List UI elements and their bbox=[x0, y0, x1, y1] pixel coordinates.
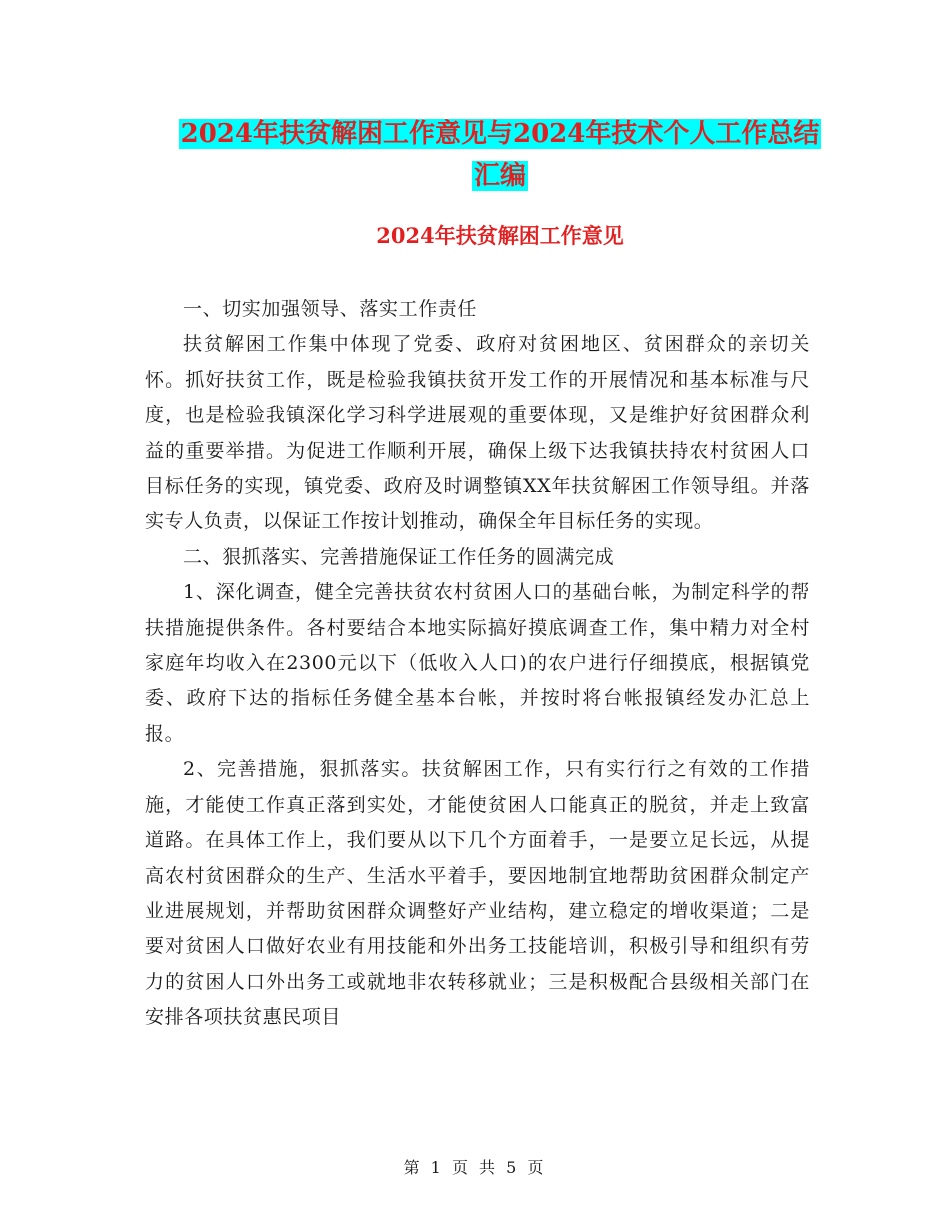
heading-paragraph-2: 二、狠抓落实、完善措施保证工作任务的圆满完成 bbox=[183, 545, 615, 568]
heading-paragraph-1: 一、切实加强领导、落实工作责任 bbox=[183, 298, 478, 320]
body-paragraph-1: 扶贫解困工作集中体现了党委、政府对贫困地区、贫困群众的亲切关怀。抓好扶贫工作，既是检验我镇扶贫开发工作的开展情况和基本标准与尺度，也是检验我镇深化学习科学进展观的重要体现，又是维护好贫困群众利益的重要举措。为促进工作顺利开展，确保上级下达我镇扶持农村贫困人口目标任务的实现，镇党委、政府及时调整镇XX年扶贫解困工作领导组。并落实专人负责，以保证工作按计划推动，确保全年目标任务的实现。 bbox=[145, 333, 810, 533]
section-title: 2024年扶贫解困工作意见 bbox=[376, 223, 624, 248]
title-line-2: 汇编 bbox=[473, 161, 526, 191]
title-line-1: 2024年扶贫解困工作意见与2024年技术个人工作总结 bbox=[180, 119, 820, 149]
document-title bbox=[140, 113, 860, 197]
body-paragraph-3: 2、完善措施，狠抓落实。扶贫解困工作，只有实行行之有效的工作措施，才能使工作真正落到实处，才能使贫困人口能真正的脱贫，并走上致富道路。在具体工作上，我们要从以下几个方面着手，一是要立足长远，从提高农村贫困群众的生产、生活水平着手，要因地制宜地帮助贫困群众制定产业进展规划，并帮助贫困群众调整好产业结构，建立稳定的增收渠道；二是要对贫困人口做好农业有用技能和外出务工技能培训，积极引导和组织有劳力的贫困人口外出务工或就地非农转移就业；三是积极配合县级相关部门在安排各项扶贫惠民项目 bbox=[145, 758, 810, 1029]
page-footer: 第 1 页 共 5 页 bbox=[403, 1158, 547, 1177]
body-paragraph-2: 1、深化调查，健全完善扶贫农村贫困人口的基础台帐，为制定科学的帮扶措施提供条件。各村要结合本地实际搞好摸底调查工作，集中精力对全村家庭年均收入在2300元以下（低收入人口)的农户进行仔细摸底，根据镇党委、政府下达的指标任务健全基本台帐，并按时将台帐报镇经发办汇总上报。 bbox=[145, 581, 810, 745]
document-body bbox=[145, 292, 810, 1036]
